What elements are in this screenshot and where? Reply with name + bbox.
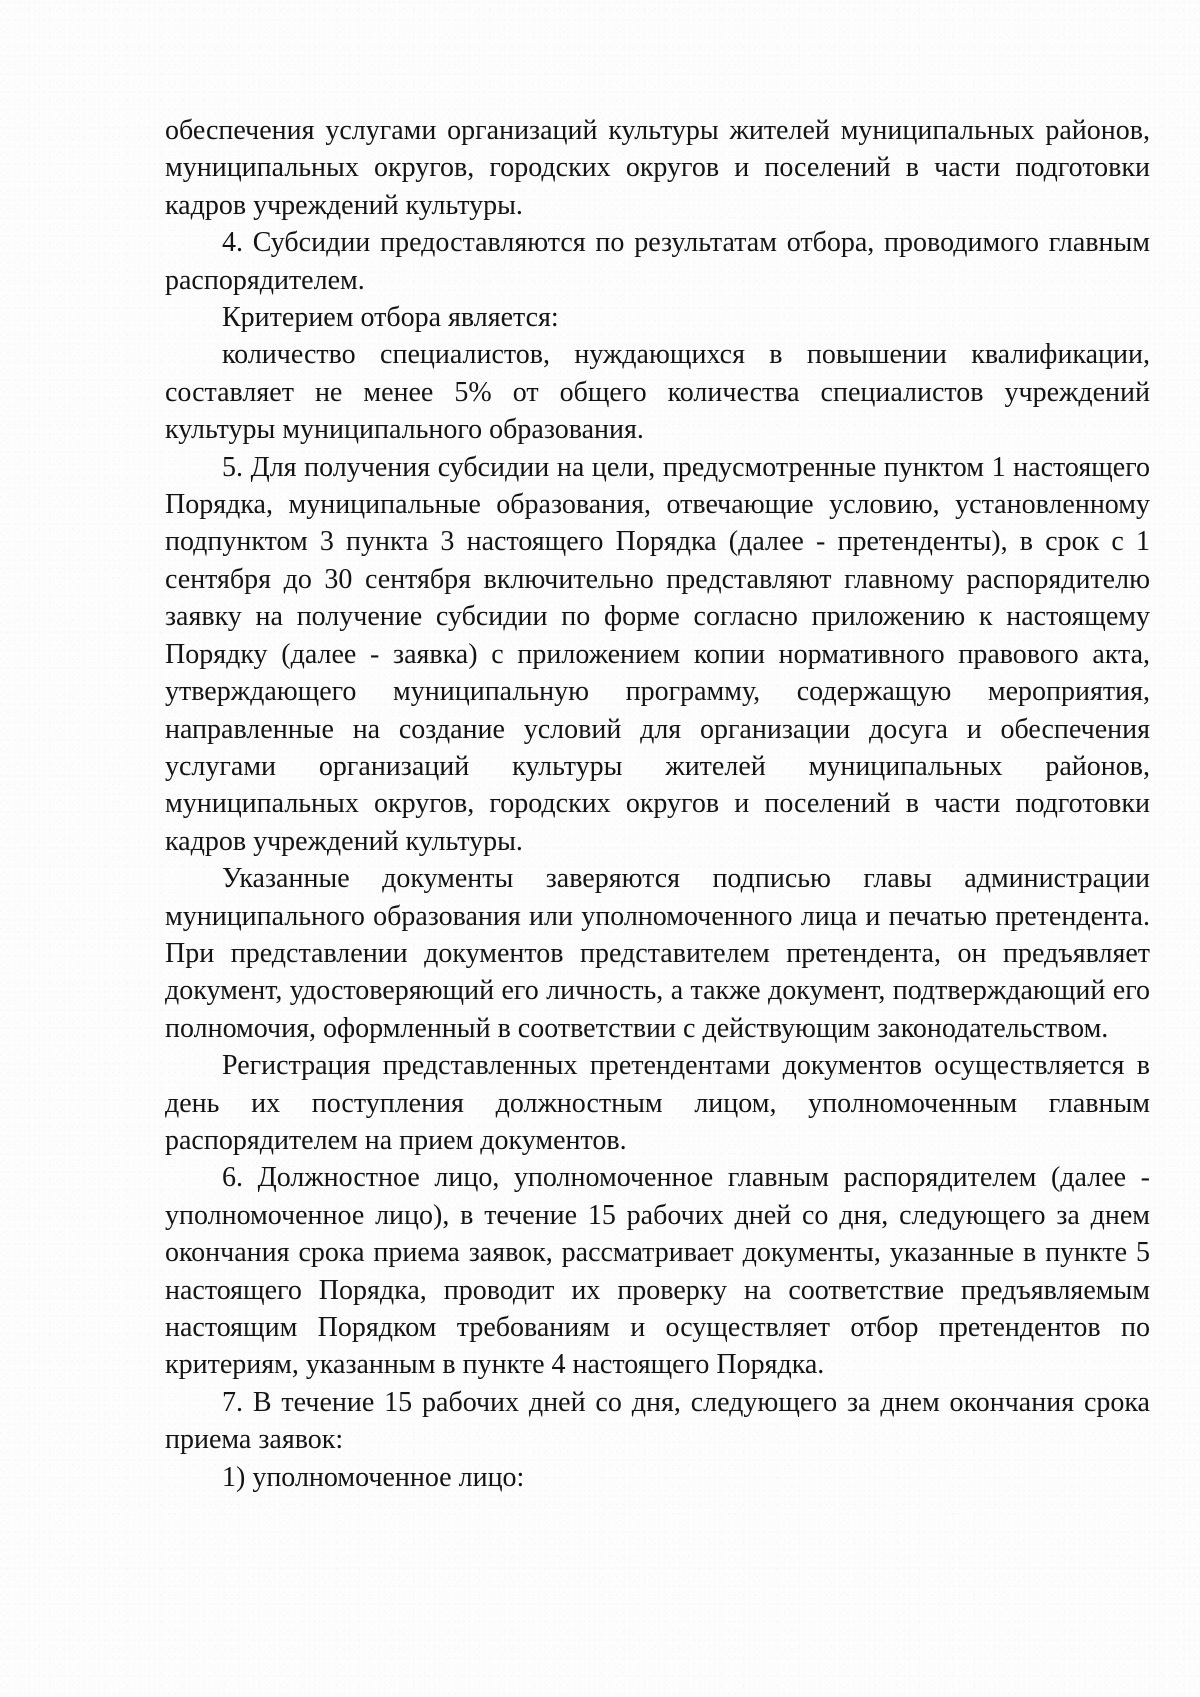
paragraph-selection-criterion: количество специалистов, нуждающихся в повышении квалификации, составляет не менее 5% от общего количества специалистов учреждений культуры муниципального образования.: [165, 339, 1150, 446]
paragraph-subitem-1: 1) уполномоченное лицо:: [222, 1461, 525, 1493]
paragraph-item-6: 6. Должностное лицо, уполномоченное главным распорядителем (далее - уполномоченное лицо), в течение 15 рабочих дней со дня, следующего за днем окончания срока приема заявок, рассматривает документы, указанные в пункте 5 настоящего Порядка, проводит их проверку на соответствие предъявляемым настоящим Порядком требованиям и осуществляет отбор претендентов по критериям, указанным в пункте 4 настоящего Порядка.: [165, 1162, 1150, 1381]
document-body: [165, 112, 1150, 1496]
paragraph-continuation: обеспечения услугами организаций культуры жителей муниципальных районов, муниципальных округов, городских округов и поселений в части подготовки кадров учреждений культуры.: [165, 115, 1150, 221]
paragraph-selection-criterion-heading: Критерием отбора является:: [222, 302, 559, 334]
paragraph-documents-certification: Указанные документы заверяются подписью главы администрации муниципального образования или уполномоченного лица и печатью претендента. При представлении документов представителем претендента, он предъявляет документ, удостоверяющий его личность, а также документ, подтверждающий его полномочия, оформленный в соответствии с действующим законодательством.: [165, 863, 1150, 1044]
paragraph-item-5: 5. Для получения субсидии на цели, предусмотренные пунктом 1 настоящего Порядка, муниципальные образования, отвечающие условию, установленному подпунктом 3 пункта 3 настоящего Порядка (далее - претенденты), в срок с 1 сентября до 30 сентября включительно представляют главному распорядителю заявку на получение субсидии по форме согласно приложению к настоящему Порядку (далее - заявка) с приложением копии нормативного правового акта, утверждающего муниципальную программу, содержащую мероприятия, направленные на создание условий для организации досуга и обеспечения услугами организаций культуры жителей муниципальных районов, муниципальных округов, городских округов и поселений в части подготовки кадров учреждений культуры.: [165, 451, 1150, 857]
paragraph-documents-registration: Регистрация представленных претендентами документов осуществляется в день их поступления должностным лицом, уполномоченным главным распорядителем на прием документов.: [165, 1050, 1150, 1156]
paragraph-item-4: 4. Субсидии предоставляются по результатам отбора, проводимого главным распорядителем.: [165, 227, 1150, 296]
paragraph-item-7: 7. В течение 15 рабочих дней со дня, следующего за днем окончания срока приема заявок:: [165, 1386, 1150, 1456]
